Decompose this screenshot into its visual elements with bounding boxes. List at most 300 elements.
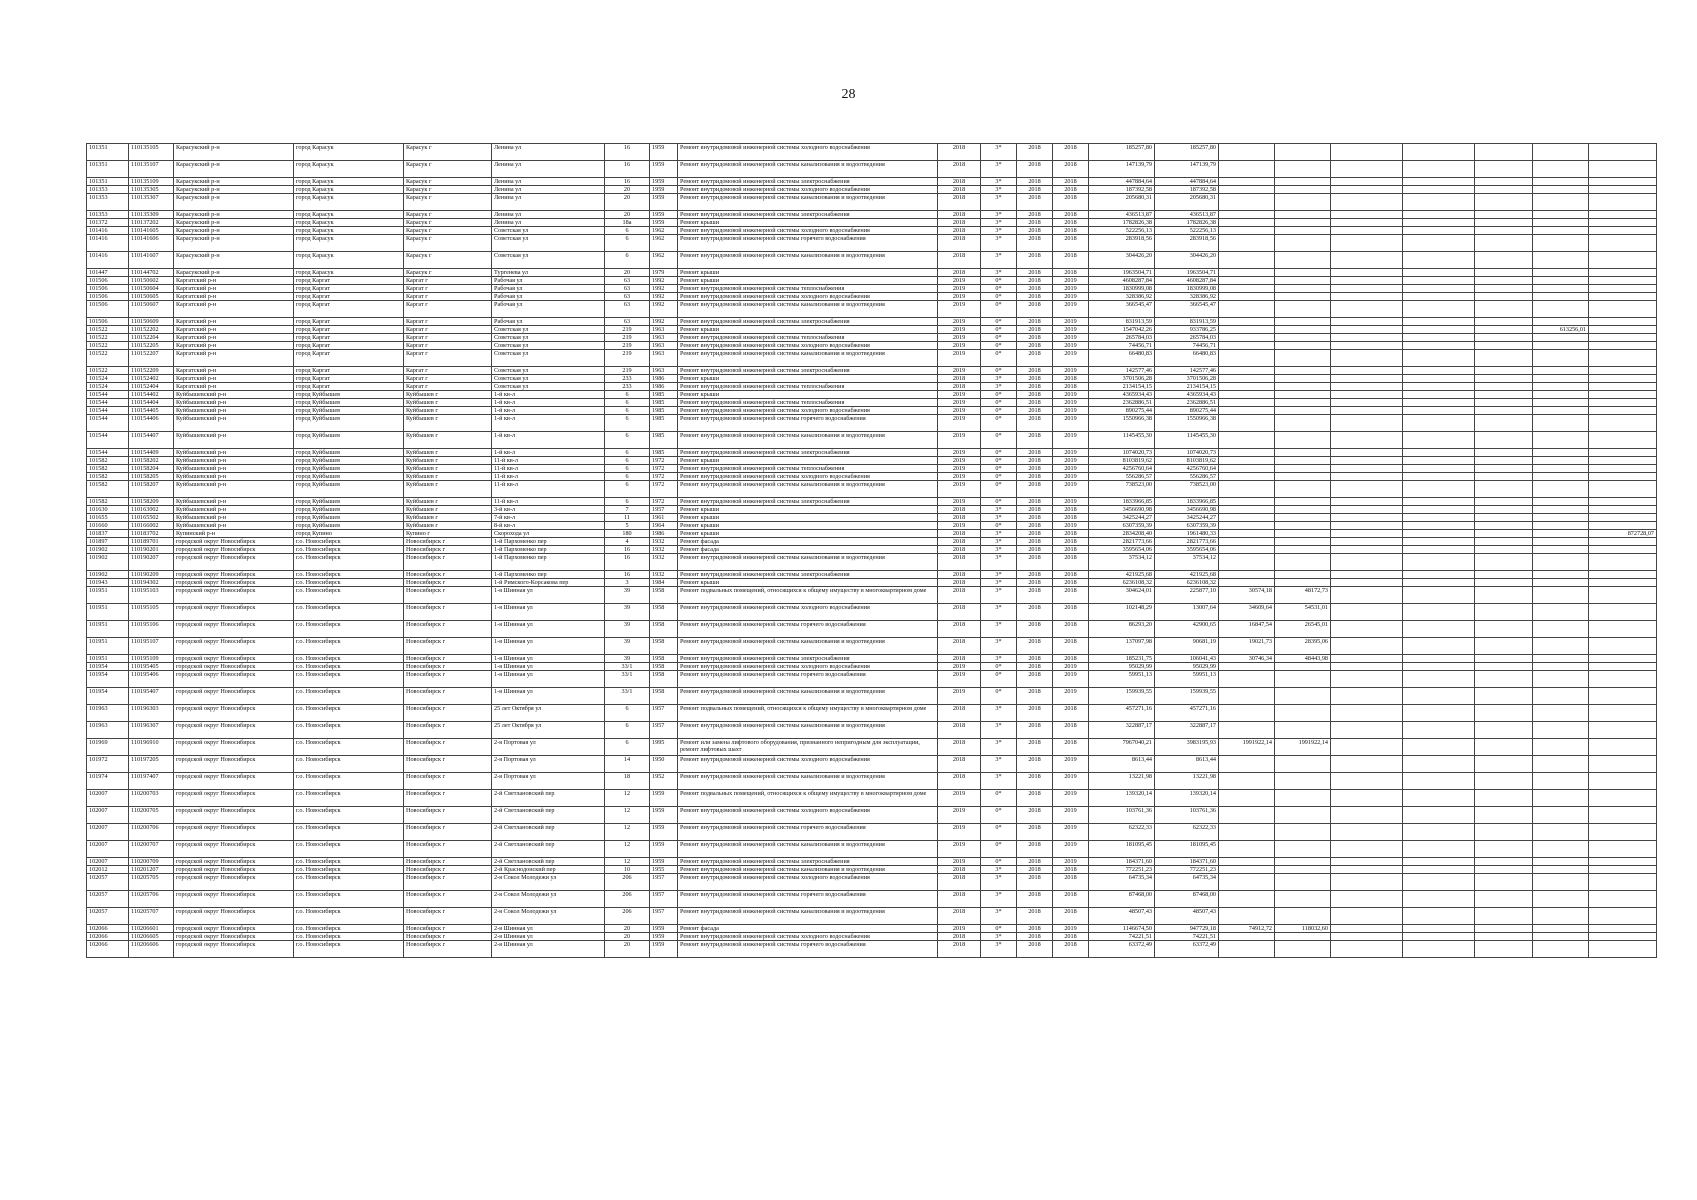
cell-build-year: 1964 [650,522,678,530]
cell-work-type: Ремонт внутридомовой инженерной системы горячего водоснабжения [678,235,938,252]
cell-build-year: 1932 [650,546,678,554]
cell-house-number: 16 [605,161,650,178]
cell-district: городской округ Новосибирск [174,933,294,941]
cell-start-year: 2018 [1017,252,1053,269]
cell-extra-3 [1533,546,1589,554]
cell-status: 3* [981,655,1017,663]
cell-street: Рабочая ул [492,293,605,301]
cell-fund-cost: 187392,58 [1155,186,1219,194]
cell-street: Тургенева ул [492,269,605,277]
cell-locality: Новосибирск г [404,554,492,571]
cell-house-number: 63 [605,293,650,301]
cell-build-year: 1963 [650,334,678,342]
cell-work-id: 110152202 [129,326,174,334]
cell-municipal-cost: 48172,73 [1275,587,1331,604]
cell-street: 2-я Портовая ул [492,739,605,756]
cell-municipal-cost [1275,546,1331,554]
cell-work-id: 110195405 [129,663,174,671]
cell-district: Каргатский р-н [174,293,294,301]
cell-build-year: 1959 [650,933,678,941]
cell-extra-2 [1475,773,1533,790]
cell-end-year: 2019 [1053,522,1089,530]
cell-start-year: 2018 [1017,756,1053,773]
cell-house-number: 180 [605,530,650,538]
cell-work-id: 110150604 [129,285,174,293]
cell-owners-cost [1331,269,1403,277]
cell-house-id: 101416 [87,235,129,252]
cell-locality: Новосибирск г [404,739,492,756]
cell-extra-4 [1589,194,1657,211]
cell-municipality: город Карасук [294,186,404,194]
cell-work-type: Ремонт внутридомовой инженерной системы горячего водоснабжения [678,415,938,432]
cell-house-id: 101963 [87,722,129,739]
cell-plan-year: 2019 [938,688,981,705]
cell-plan-year: 2018 [938,554,981,571]
cell-plan-year: 2018 [938,579,981,587]
cell-municipality: г.о. Новосибирск [294,790,404,807]
cell-regional-cost [1219,194,1275,211]
cell-work-id: 110195109 [129,655,174,663]
cell-fund-cost: 181095,45 [1155,841,1219,858]
cell-street: 1-й кв-л [492,432,605,449]
cell-street: Советская ул [492,227,605,235]
cell-plan-year: 2019 [938,391,981,399]
cell-locality: Новосибирск г [404,722,492,739]
cell-owners-cost [1331,211,1403,219]
cell-build-year: 1957 [650,874,678,891]
cell-locality: Новосибирск г [404,941,492,958]
cell-district: городской округ Новосибирск [174,655,294,663]
cell-extra-2 [1475,178,1533,186]
cell-extra-1 [1403,841,1475,858]
cell-municipal-cost [1275,375,1331,383]
cell-extra-2 [1475,638,1533,655]
cell-work-id: 110197205 [129,756,174,773]
cell-extra-4 [1589,941,1657,958]
cell-end-year: 2019 [1053,285,1089,293]
cell-extra-4 [1589,705,1657,722]
cell-owners-cost [1331,375,1403,383]
cell-fund-cost: 62322,33 [1155,824,1219,841]
cell-start-year: 2018 [1017,739,1053,756]
cell-build-year: 1962 [650,227,678,235]
cell-plan-year: 2018 [938,211,981,219]
cell-fund-cost: 147139,79 [1155,161,1219,178]
cell-municipality: город Каргат [294,375,404,383]
cell-owners-cost [1331,841,1403,858]
cell-district: городской округ Новосибирск [174,824,294,841]
cell-district: городской округ Новосибирск [174,858,294,866]
cell-plan-year: 2019 [938,858,981,866]
cell-municipal-cost: 1991922,14 [1275,739,1331,756]
cell-house-id: 101372 [87,219,129,227]
cell-municipality: г.о. Новосибирск [294,858,404,866]
cell-build-year: 1963 [650,350,678,367]
cell-municipal-cost: 26545,01 [1275,621,1331,638]
cell-build-year: 1950 [650,756,678,773]
cell-plan-year: 2019 [938,399,981,407]
cell-extra-4 [1589,269,1657,277]
cell-extra-4 [1589,604,1657,621]
cell-work-type: Ремонт внутридомовой инженерной системы электроснабжения [678,655,938,663]
cell-extra-3 [1533,375,1589,383]
cell-extra-2 [1475,908,1533,925]
cell-build-year: 1972 [650,465,678,473]
cell-extra-2 [1475,671,1533,688]
cell-extra-4 [1589,350,1657,367]
table-row [87,688,1657,705]
cell-district: городской округ Новосибирск [174,841,294,858]
cell-end-year: 2019 [1053,334,1089,342]
cell-work-type: Ремонт внутридомовой инженерной системы холодного водоснабжения [678,756,938,773]
cell-start-year: 2018 [1017,554,1053,571]
cell-start-year: 2018 [1017,933,1053,941]
cell-locality: Новосибирск г [404,925,492,933]
cell-end-year: 2019 [1053,399,1089,407]
cell-extra-4 [1589,571,1657,579]
cell-start-year: 2018 [1017,301,1053,318]
cell-start-year: 2018 [1017,705,1053,722]
cell-extra-4 [1589,457,1657,465]
cell-house-id: 101522 [87,350,129,367]
cell-end-year: 2018 [1053,546,1089,554]
cell-municipality: город Карасук [294,144,404,161]
table-row [87,773,1657,790]
cell-status: 0* [981,318,1017,326]
cell-street: 7-й кв-л [492,514,605,522]
cell-work-id: 110158202 [129,457,174,465]
cell-regional-cost [1219,178,1275,186]
cell-regional-cost [1219,671,1275,688]
cell-municipal-cost: 118032,60 [1275,925,1331,933]
cell-extra-1 [1403,925,1475,933]
cell-regional-cost [1219,773,1275,790]
cell-end-year: 2018 [1053,705,1089,722]
cell-locality: Каргат г [404,277,492,285]
cell-build-year: 1959 [650,790,678,807]
cell-municipal-cost [1275,211,1331,219]
cell-extra-2 [1475,530,1533,538]
cell-status: 3* [981,866,1017,874]
cell-plan-year: 2019 [938,481,981,498]
cell-plan-year: 2019 [938,342,981,350]
cell-plan-year: 2018 [938,514,981,522]
cell-house-number: 6 [605,235,650,252]
cell-owners-cost [1331,252,1403,269]
cell-extra-1 [1403,465,1475,473]
cell-plan-year: 2019 [938,841,981,858]
cell-street: Ленина ул [492,219,605,227]
cell-end-year: 2018 [1053,579,1089,587]
cell-start-year: 2018 [1017,432,1053,449]
cell-district: Куйбышевский р-н [174,481,294,498]
cell-locality: Куйбышев г [404,407,492,415]
cell-fund-cost: 37534,12 [1155,554,1219,571]
cell-start-year: 2018 [1017,391,1053,399]
cell-extra-4 [1589,227,1657,235]
cell-extra-4 [1589,252,1657,269]
cell-extra-2 [1475,481,1533,498]
cell-locality: Новосибирск г [404,538,492,546]
cell-house-id: 101897 [87,538,129,546]
cell-extra-1 [1403,824,1475,841]
cell-regional-cost [1219,318,1275,326]
cell-extra-3 [1533,186,1589,194]
cell-municipal-cost [1275,933,1331,941]
cell-municipal-cost [1275,326,1331,334]
cell-status: 3* [981,186,1017,194]
cell-municipal-cost [1275,473,1331,481]
cell-end-year: 2018 [1053,874,1089,891]
cell-build-year: 1958 [650,621,678,638]
cell-extra-2 [1475,522,1533,530]
cell-regional-cost [1219,161,1275,178]
cell-house-id: 101351 [87,144,129,161]
cell-extra-3 [1533,211,1589,219]
cell-start-year: 2018 [1017,587,1053,604]
cell-regional-cost [1219,506,1275,514]
cell-work-id: 110190207 [129,554,174,571]
cell-end-year: 2018 [1053,538,1089,546]
cell-build-year: 1986 [650,530,678,538]
cell-plan-year: 2019 [938,407,981,415]
cell-extra-2 [1475,465,1533,473]
cell-district: городской округ Новосибирск [174,773,294,790]
cell-build-year: 1972 [650,473,678,481]
cell-street: 1-й кв-л [492,399,605,407]
cell-extra-4 [1589,925,1657,933]
cell-street: 2-й Светлановский пер [492,807,605,824]
cell-fund-cost: 447884,64 [1155,178,1219,186]
cell-house-id: 101902 [87,571,129,579]
table-row [87,546,1657,554]
cell-total-cost: 102148,29 [1089,604,1155,621]
cell-extra-1 [1403,449,1475,457]
cell-extra-2 [1475,375,1533,383]
cell-build-year: 1992 [650,301,678,318]
cell-municipality: г.о. Новосибирск [294,874,404,891]
cell-extra-1 [1403,891,1475,908]
cell-end-year: 2019 [1053,807,1089,824]
cell-house-number: 16 [605,571,650,579]
cell-fund-cost: 4256760,64 [1155,465,1219,473]
table-row [87,219,1657,227]
table-row [87,739,1657,756]
cell-build-year: 1963 [650,367,678,375]
cell-status: 0* [981,465,1017,473]
cell-end-year: 2018 [1053,178,1089,186]
cell-work-type: Ремонт внутридомовой инженерной системы канализования и водоотведения [678,194,938,211]
cell-house-number: 7 [605,506,650,514]
cell-build-year: 1959 [650,219,678,227]
cell-build-year: 1958 [650,671,678,688]
cell-regional-cost [1219,941,1275,958]
cell-work-id: 110196910 [129,739,174,756]
cell-municipality: город Куйбышев [294,506,404,514]
cell-municipality: г.о. Новосибирск [294,671,404,688]
cell-extra-2 [1475,473,1533,481]
cell-extra-1 [1403,367,1475,375]
cell-start-year: 2018 [1017,473,1053,481]
cell-house-id: 101524 [87,375,129,383]
cell-extra-3 [1533,722,1589,739]
cell-locality: Карасук г [404,219,492,227]
table-row [87,638,1657,655]
cell-total-cost: 2821773,66 [1089,538,1155,546]
cell-municipal-cost [1275,824,1331,841]
cell-extra-4 [1589,161,1657,178]
cell-locality: Каргат г [404,301,492,318]
cell-extra-2 [1475,554,1533,571]
cell-regional-cost: 30574,18 [1219,587,1275,604]
cell-extra-4 [1589,326,1657,334]
cell-house-id: 101954 [87,663,129,671]
cell-work-type: Ремонт внутридомовой инженерной системы канализования и водоотведения [678,773,938,790]
cell-extra-4 [1589,144,1657,161]
cell-work-id: 110152402 [129,375,174,383]
cell-work-type: Ремонт внутридомовой инженерной системы холодного водоснабжения [678,407,938,415]
cell-work-type: Ремонт крыши [678,375,938,383]
cell-street: 2-я Сокол Молодежи ул [492,874,605,891]
cell-status: 0* [981,522,1017,530]
cell-municipal-cost [1275,415,1331,432]
cell-status: 3* [981,383,1017,391]
cell-start-year: 2018 [1017,841,1053,858]
cell-extra-3 [1533,318,1589,326]
cell-district: Карасукский р-н [174,269,294,277]
cell-street: Рабочая ул [492,301,605,318]
cell-total-cost: 1550966,38 [1089,415,1155,432]
cell-end-year: 2019 [1053,671,1089,688]
cell-extra-4 [1589,655,1657,663]
cell-regional-cost [1219,538,1275,546]
cell-end-year: 2018 [1053,383,1089,391]
cell-end-year: 2018 [1053,375,1089,383]
cell-total-cost: 7967040,21 [1089,739,1155,756]
cell-locality: Новосибирск г [404,688,492,705]
cell-build-year: 1959 [650,824,678,841]
cell-municipal-cost [1275,465,1331,473]
cell-municipality: г.о. Новосибирск [294,638,404,655]
cell-fund-cost: 328386,92 [1155,293,1219,301]
cell-municipal-cost [1275,554,1331,571]
cell-plan-year: 2018 [938,722,981,739]
cell-start-year: 2018 [1017,144,1053,161]
cell-work-type: Ремонт внутридомовой инженерной системы горячего водоснабжения [678,941,938,958]
cell-extra-1 [1403,688,1475,705]
cell-house-id: 101506 [87,277,129,285]
cell-regional-cost: 1991922,14 [1219,739,1275,756]
cell-municipality: город Карасук [294,178,404,186]
table-row [87,604,1657,621]
cell-plan-year: 2018 [938,705,981,722]
table-row [87,407,1657,415]
cell-locality: Куйбышев г [404,506,492,514]
cell-fund-cost: 1961480,33 [1155,530,1219,538]
table-row [87,334,1657,342]
cell-work-type: Ремонт внутридомовой инженерной системы электроснабжения [678,571,938,579]
cell-work-type: Ремонт внутридомовой инженерной системы канализования и водоотведения [678,908,938,925]
cell-work-type: Ремонт фасада [678,546,938,554]
cell-work-id: 110135307 [129,194,174,211]
cell-build-year: 1963 [650,326,678,334]
cell-locality: Куйбышев г [404,514,492,522]
cell-extra-1 [1403,538,1475,546]
cell-work-id: 110196303 [129,705,174,722]
cell-extra-2 [1475,538,1533,546]
cell-start-year: 2018 [1017,383,1053,391]
cell-extra-4 [1589,621,1657,638]
cell-regional-cost [1219,756,1275,773]
cell-extra-1 [1403,571,1475,579]
cell-start-year: 2018 [1017,925,1053,933]
cell-street: 2-я Шинная ул [492,933,605,941]
cell-start-year: 2018 [1017,506,1053,514]
cell-work-id: 110154402 [129,391,174,399]
cell-total-cost: 187392,58 [1089,186,1155,194]
cell-municipal-cost [1275,383,1331,391]
cell-street: 1-й Пархоменко пер [492,554,605,571]
cell-municipal-cost [1275,498,1331,506]
cell-extra-3 [1533,144,1589,161]
cell-extra-3 [1533,739,1589,756]
cell-work-id: 110205705 [129,874,174,891]
cell-extra-2 [1475,318,1533,326]
cell-plan-year: 2018 [938,252,981,269]
cell-extra-2 [1475,144,1533,161]
cell-build-year: 1985 [650,391,678,399]
cell-municipal-cost [1275,342,1331,350]
cell-end-year: 2019 [1053,756,1089,773]
cell-build-year: 1957 [650,908,678,925]
cell-municipal-cost [1275,538,1331,546]
cell-extra-4 [1589,383,1657,391]
cell-fund-cost: 556286,57 [1155,473,1219,481]
cell-start-year: 2018 [1017,773,1053,790]
cell-build-year: 1959 [650,841,678,858]
cell-district: Куйбышевский р-н [174,514,294,522]
cell-house-number: 6 [605,465,650,473]
cell-plan-year: 2019 [938,522,981,530]
cell-work-type: Ремонт крыши [678,522,938,530]
table-row [87,391,1657,399]
cell-street: Советская ул [492,367,605,375]
cell-plan-year: 2018 [938,908,981,925]
cell-status: 0* [981,285,1017,293]
table-row [87,874,1657,891]
cell-extra-1 [1403,756,1475,773]
cell-extra-1 [1403,375,1475,383]
cell-owners-cost [1331,334,1403,342]
cell-extra-2 [1475,891,1533,908]
cell-street: 1-й кв-л [492,391,605,399]
cell-extra-2 [1475,186,1533,194]
cell-start-year: 2018 [1017,874,1053,891]
cell-house-number: 219 [605,367,650,375]
cell-fund-cost: 185257,80 [1155,144,1219,161]
cell-start-year: 2018 [1017,790,1053,807]
cell-locality: Куйбышев г [404,498,492,506]
cell-owners-cost [1331,457,1403,465]
cell-status: 0* [981,671,1017,688]
cell-house-id: 101582 [87,457,129,465]
cell-plan-year: 2018 [938,178,981,186]
cell-locality: Новосибирск г [404,655,492,663]
cell-regional-cost [1219,824,1275,841]
cell-status: 3* [981,941,1017,958]
cell-build-year: 1958 [650,655,678,663]
cell-work-id: 110135305 [129,186,174,194]
